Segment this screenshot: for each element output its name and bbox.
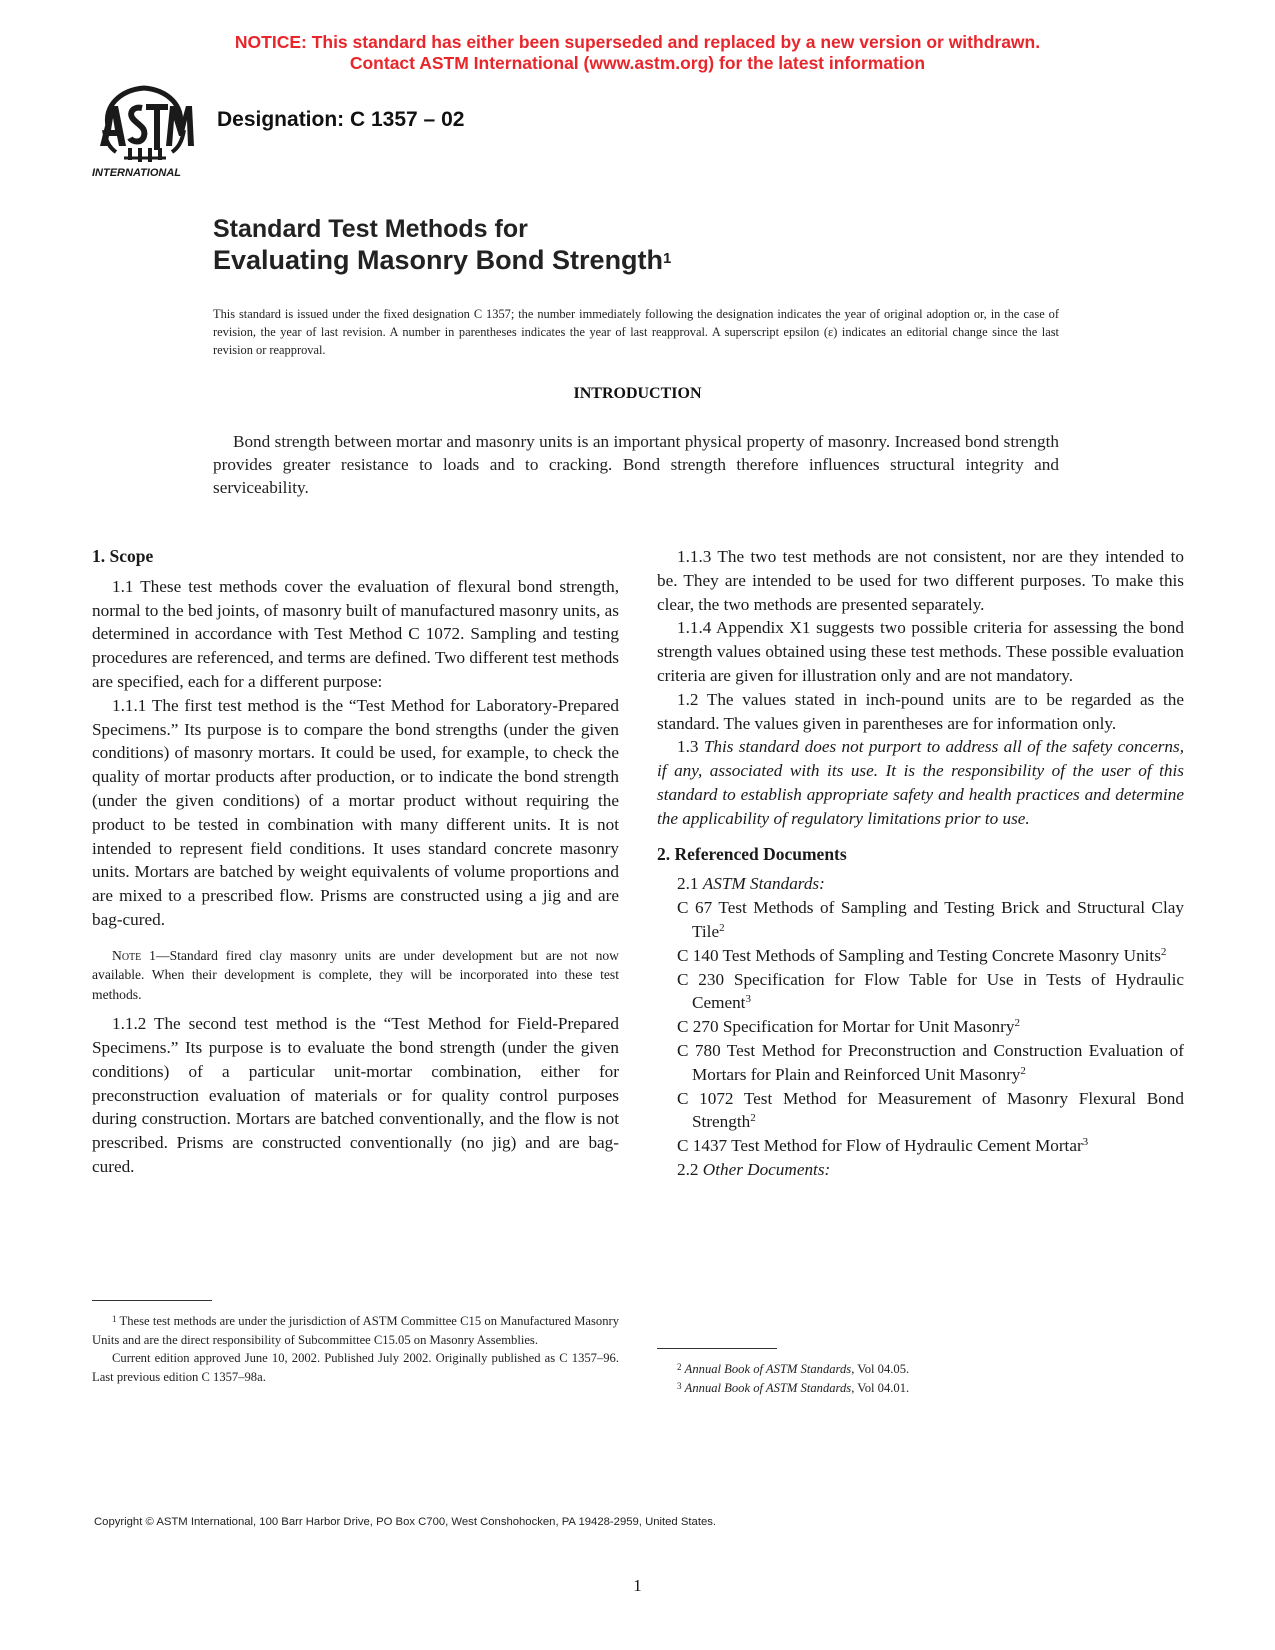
reference-item	[657, 944, 1184, 968]
footnote-1	[92, 1312, 619, 1349]
title-footnote-mark: 1	[663, 250, 672, 267]
paragraph-1-3	[657, 735, 1184, 830]
astm-logo-icon	[90, 84, 198, 184]
paragraph-1-1-2: 1.1.2 The second test method is the “Test Method for Field-Prepared Specimens.” Its purpose is to evaluate the bond strength (under the given conditions) of a particular unit-mortar combination, either for preconstruction evaluation of materials or for quality control purposes during construction. Mortars are batched conventionally, and the flow is not prescribed. Prisms are constructed conventionally (no jig) and are bag-cured.	[92, 1014, 619, 1177]
reference-footnote-mark: 2	[1020, 1064, 1026, 1077]
footnote-3-mark: 3	[677, 1380, 682, 1391]
title-line-1: Standard Test Methods for	[213, 215, 528, 243]
subsection-2-2-number: 2.2	[677, 1159, 699, 1179]
notice-line-2: Contact ASTM International (www.astm.org) for the latest information	[349, 53, 926, 73]
introduction-heading: INTRODUCTION	[573, 385, 702, 402]
reference-footnote-mark: 2	[1014, 1017, 1020, 1030]
section-1-heading: 1. Scope	[92, 546, 154, 566]
note-1-text: —Standard fired clay masonry units are under development but are not now available. When their development is complete, they will be incorporated into these test methods.	[92, 947, 619, 1002]
paragraph-1-1: 1.1 These test methods cover the evaluation of flexural bond strength, normal to the bed joints, of masonry built of manufactured masonry units, as determined in accordance with Test Method C 1072. Sampling and testing procedures are referenced, and terms are defined. Two different test methods are specified, each for a different purpose:	[92, 576, 619, 691]
note-1	[92, 946, 619, 1005]
footnote-1-mark: 1	[112, 1314, 117, 1324]
footnotes-right	[657, 1360, 1184, 1397]
reference-footnote-mark: 3	[1082, 1136, 1089, 1149]
issued-note: This standard is issued under the fixed designation C 1357; the number immediately following the designation indicates the year of original adoption or, in the case of revision, the year of last revision. A number in parentheses indicates the year of last reapproval. A superscript epsilon (ε) indicates an editorial change since the last revision or reapproval.	[213, 307, 1059, 357]
reference-item	[657, 1039, 1184, 1087]
logo-text: INTERNATIONAL	[92, 167, 182, 179]
footnote-2-source: Annual Book of ASTM Standards	[684, 1362, 852, 1376]
page-number: 1	[633, 1576, 642, 1595]
footnote-divider-right	[657, 1348, 777, 1349]
paragraph-1-3-number: 1.3	[677, 737, 699, 757]
reference-text: C 140 Test Methods of Sampling and Testing Concrete Masonry Units	[677, 945, 1161, 965]
reference-item	[657, 968, 1184, 1016]
left-column	[92, 545, 619, 1179]
copyright-line: Copyright © ASTM International, 100 Barr Harbor Drive, PO Box C700, West Conshohocken, PA 19428-2959, United States.	[94, 1516, 717, 1528]
paragraph-1-1-4: 1.1.4 Appendix X1 suggests two possible criteria for assessing the bond strength values obtained using these test methods. These possible evaluation criteria are given for illustration only and are not mandatory.	[657, 618, 1184, 685]
designation: Designation: C 1357 – 02	[217, 108, 465, 131]
title-line-2-text: Evaluating Masonry Bond Strength	[213, 245, 664, 275]
reference-item	[657, 1087, 1184, 1135]
right-column	[657, 545, 1184, 1182]
note-1-label: Note 1	[112, 947, 156, 963]
reference-footnote-mark: 2	[719, 921, 725, 934]
footnote-2-mark: 2	[677, 1362, 682, 1372]
reference-item	[657, 896, 1184, 944]
footnote-3-source: Annual Book of ASTM Standards	[684, 1380, 852, 1395]
paragraph-1-2: 1.2 The values stated in inch-pound units are to be regarded as the standard. The values given in parentheses are for information only.	[657, 689, 1184, 733]
title-line-2	[213, 244, 671, 277]
subsection-2-1-label: ASTM Standards:	[702, 874, 825, 894]
subsection-2-1-number: 2.1	[677, 874, 699, 894]
reference-text: C 67 Test Methods of Sampling and Testing Brick and Structural Clay Tile	[677, 898, 1184, 941]
introduction-body	[213, 430, 1059, 499]
reference-text: C 270 Specification for Mortar for Unit Masonry	[677, 1017, 1015, 1037]
footnote-1-edition: Current edition approved June 10, 2002. Published July 2002. Originally published as C 1357–96. Last previous edition C 1357–98a.	[92, 1351, 619, 1384]
reference-footnote-mark: 3	[745, 993, 751, 1006]
introduction-text: Bond strength between mortar and masonry units is an important physical property of masonry. Increased bond strength provides greater resistance to loads and to cracking. Bond strength therefore influences structural integrity and serviceability.	[213, 432, 1059, 497]
footnote-3	[657, 1379, 1184, 1398]
reference-text: C 1437 Test Method for Flow of Hydraulic Cement Mortar	[677, 1136, 1083, 1156]
footnote-3-volume: , Vol 04.01.	[851, 1380, 910, 1395]
supersede-notice	[0, 32, 1275, 74]
reference-item	[657, 1015, 1184, 1039]
subsection-2-1	[657, 872, 1184, 896]
reference-footnote-mark: 2	[1160, 945, 1167, 958]
subsection-2-2	[657, 1158, 1184, 1182]
footnote-2-volume: , Vol 04.05.	[851, 1362, 910, 1376]
footnotes-left	[92, 1312, 619, 1386]
footnote-2	[657, 1360, 1184, 1379]
footnote-1-text: These test methods are under the jurisdiction of ASTM Committee C15 on Manufactured Masonry Units and are the direct responsibility of Subcommittee C15.05 on Masonry Assemblies.	[92, 1314, 619, 1347]
paragraph-1-3-text: This standard does not purport to address all of the safety concerns, if any, associated with its use. It is the responsibility of the user of this standard to establish appropriate safety and health practices and determine the applicability of regulatory limitations prior to use.	[657, 737, 1184, 828]
reference-item	[657, 1134, 1184, 1158]
reference-footnote-mark: 2	[750, 1112, 756, 1125]
reference-text: C 230 Specification for Flow Table for Use in Tests of Hydraulic Cement	[677, 969, 1184, 1013]
paragraph-1-1-1: 1.1.1 The first test method is the “Test Method for Laboratory-Prepared Specimens.” Its purpose is to compare the bond strengths (under the given conditions) of masonry mortars. It could be used, for example, to check the quality of mortar products after production, or to indicate the bond strength (under the given conditions) of a mortar product without requiring the product to be tested in combination with many different units. It is not intended to represent field conditions. It uses standard concrete masonry units. Mortars are batched by weight equivalents of volume proportions and are mixed to a prescribed flow. Prisms are constructed using a jig and are bag-cured.	[92, 695, 619, 929]
paragraph-1-1-3: 1.1.3 The two test methods are not consistent, nor are they intended to be. They are intended to be used for two different purposes. To make this clear, the two methods are presented separately.	[657, 547, 1184, 614]
footnote-divider-left	[92, 1300, 212, 1301]
reference-text: C 780 Test Method for Preconstruction and Construction Evaluation of Mortars for Plain and Reinforced Unit Masonry	[677, 1040, 1184, 1084]
section-2-heading: 2. Referenced Documents	[657, 843, 847, 864]
subsection-2-2-label: Other Documents:	[702, 1159, 831, 1179]
document-title	[213, 214, 671, 277]
notice-line-1: NOTICE: This standard has either been superseded and replaced by a new version or withdrawn.	[234, 32, 1041, 52]
reference-text: C 1072 Test Method for Measurement of Masonry Flexural Bond Strength	[677, 1088, 1184, 1132]
